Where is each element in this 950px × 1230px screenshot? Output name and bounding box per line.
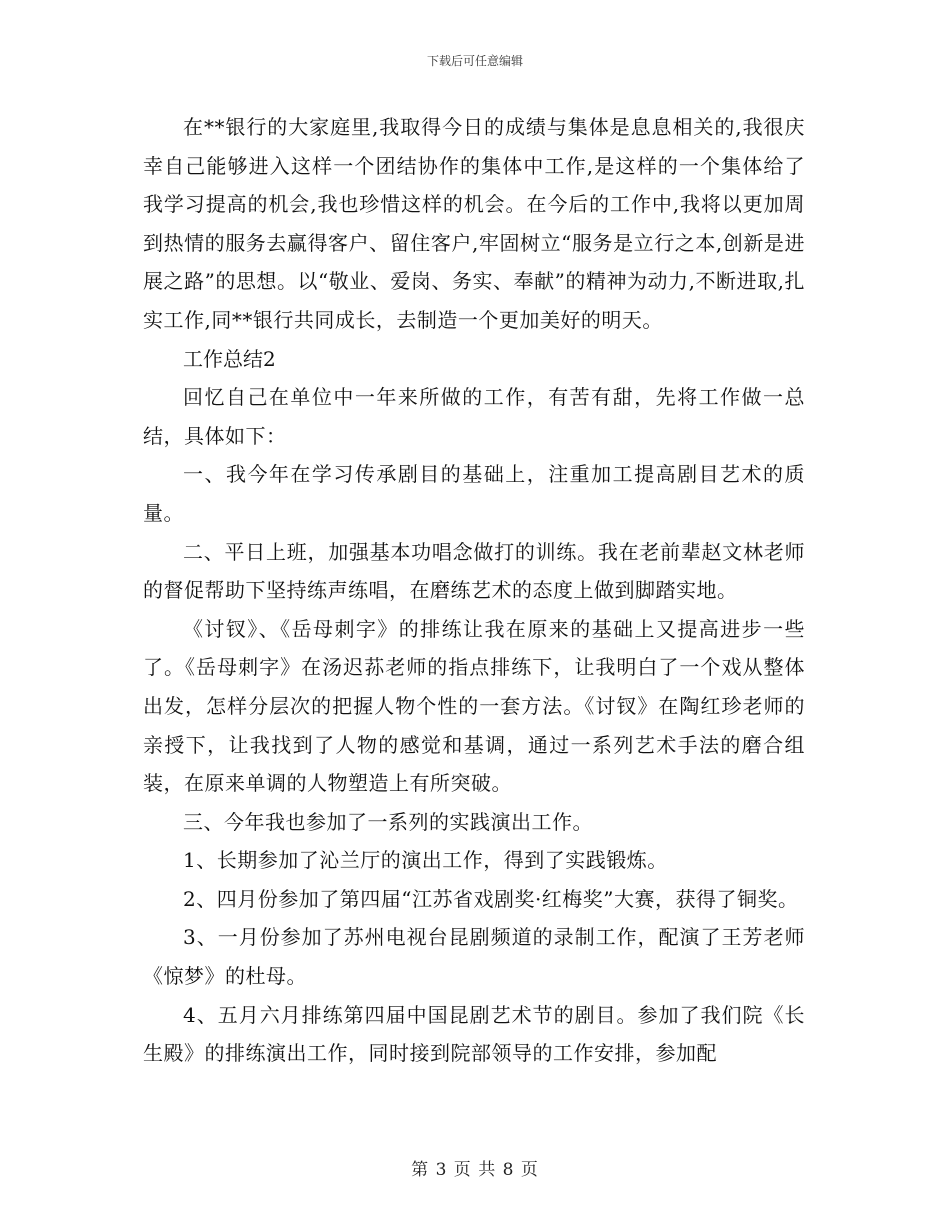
paragraph: 3、一月份参加了苏州电视台昆剧频道的录制工作，配演了王芳老师《惊梦》的杜母。 xyxy=(143,925,805,989)
page-footer: 第 3 页 共 8 页 xyxy=(411,1160,539,1180)
paragraph: 回忆自己在单位中一年来所做的工作，有苦有甜，先将工作做一总结，具体如下： xyxy=(143,385,805,448)
paragraph: 在**银行的大家庭里,我取得今日的成绩与集体是息息相关的,我很庆幸自己能够进入这样一个团结协作的集体中工作,是这样的一个集体给了我学习提高的机会,我也珍惜这样的机会。在今后的工作中,我将以更加周到热情的服务去赢得客户、留住客户,牢固树立“服务是立行之本,创新是进展之路”的思想。以“敬业、爱岗、务实、奉献”的精神为动力,不断进取,扎实工作,同**银行共同成长，去制造一个更加美好的明天。 xyxy=(143,115,805,332)
paragraph: 2、四月份参加了第四届“江苏省戏剧奖·红梅奖”大赛，获得了铜奖。 xyxy=(183,886,799,911)
document-body xyxy=(143,108,805,1073)
paragraph: 《讨钗》、《岳母刺字》的排练让我在原来的基础上又提高进步一些了。《岳母刺字》在汤迟荪老师的指点排练下，让我明白了一个戏从整体出发，怎样分层次的把握人物个性的一套方法。《讨钗》在陶红珍老师的亲授下，让我找到了人物的感觉和基调，通过一系列艺术手法的磨合组装，在原来单调的人物塑造上有所突破。 xyxy=(143,616,805,796)
paragraph: 一、我今年在学习传承剧目的基础上，注重加工提高剧目艺术的质量。 xyxy=(143,462,805,525)
paragraph: 1、长期参加了沁兰厅的演出工作，得到了实践锻炼。 xyxy=(183,848,668,873)
paragraph: 三、今年我也参加了一系列的实践演出工作。 xyxy=(183,809,593,834)
paragraph: 二、平日上班，加强基本功唱念做打的训练。我在老前辈赵文林老师的督促帮助下坚持练声练唱，在磨练艺术的态度上做到脚踏实地。 xyxy=(143,539,805,603)
section-heading: 工作总结2 xyxy=(183,346,276,371)
page-header: 下载后可任意编辑 xyxy=(426,54,523,68)
paragraph: 4、五月六月排练第四届中国昆剧艺术节的剧目。参加了我们院《长生殿》的排练演出工作，同时接到院部领导的工作安排，参加配 xyxy=(143,1002,805,1066)
